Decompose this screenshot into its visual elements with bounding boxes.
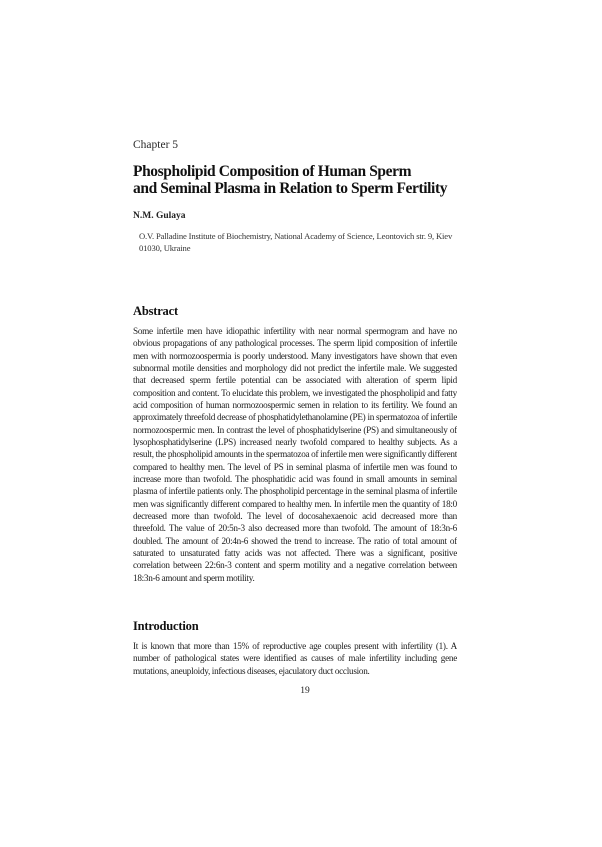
chapter-label: Chapter 5	[133, 139, 179, 151]
text-column	[133, 139, 457, 680]
abstract-paragraph: Some infertile men have idiopathic infertility with near normal spermogram and have no obvious propagations of any pathological processes. The sperm lipid composition of infertile men with normozoospermia is poorly understood. Many investigators have shown that even subnormal motile densities and morphology did not predict the infertile male. We suggested that decreased sperm fertile potential can be associated with alteration of sperm lipid composition and content. To elucidate this problem, we investigated the phospholipid and fatty acid composition of human normozoospermic semen in relation to its fertility. We found an approximately threefold decrease of phosphatidylethanolamine (PE) in spermatozoa of infertile normozoospermic men. In contrast the level of phosphatidylserine (PS) and simultaneously of lysophosphatidylserine (LPS) increased nearly twofold compared to healthy subjects. As a result, the phospholipid amounts in the spermatozoa of infertile men were significantly different compared to healthy men. The level of PS in seminal plasma of infertile men was found to increase more than twofold. The phosphatidic acid was found in small amounts in seminal plasma of infertile patients only. The phospholipid percentage in the seminal plasma of infertile men was significantly different compared to healthy men. In infertile men the quantity of 18:0 decreased more than twofold. The level of docosahexaenoic acid decreased more than threefold. The value of 20:5n-3 also decreased more than twofold. The amount of 18:3n-6 doubled. The amount of 20:4n-6 showed the trend to increase. The ratio of total amount of saturated to unsaturated fatty acids was not affected. There was a significant, positive correlation between 22:6n-3 content and sperm motility and a negative correlation between 18:3n-6 amount and sperm motility.	[133, 326, 457, 583]
introduction-heading: Introduction	[133, 619, 199, 633]
author-name: N.M. Gulaya	[133, 211, 186, 221]
abstract-heading: Abstract	[133, 304, 178, 318]
introduction-paragraph: It is known that more than 15% of reproductive age couples present with infertility (1). A number of pathological states were identified as causes of male infertility including gene mutations, aneuploidy, infectious diseases, ejaculatory duct occlusion.	[133, 641, 457, 676]
author-affiliation: O.V. Palladine Institute of Biochemistry, National Academy of Science, Leontovich str. 9, Kiev 01030, Ukraine	[139, 231, 453, 253]
chapter-title-line-2: and Seminal Plasma in Relation to Sperm Fertility	[133, 180, 448, 197]
chapter-title-line-1: Phospholipid Composition of Human Sperm	[133, 163, 412, 180]
chapter-title	[133, 163, 457, 197]
page-number: 19	[300, 686, 310, 696]
